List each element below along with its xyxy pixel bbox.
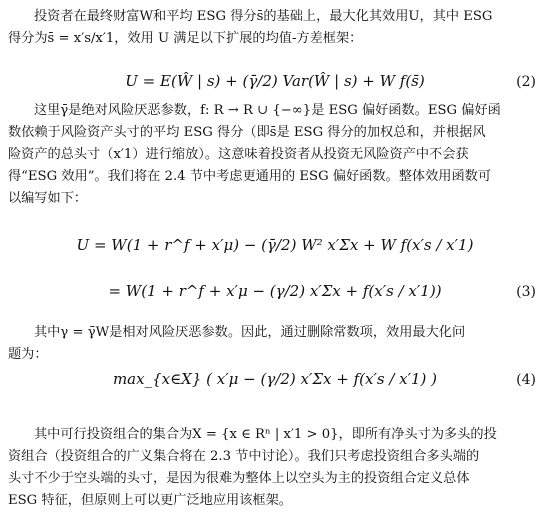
text-line: 数依赖于风险资产头寸的平均 ESG 得分（即s̄是 ESG 得分的加权总和，并根据风 [8, 125, 486, 140]
equation-4 [0, 364, 550, 394]
equation-number: (3) [516, 284, 536, 300]
equation-3b [0, 278, 550, 308]
equation-body: max_{x∈X} ( x′μ − (γ/2) x′Σx + f(x′s / x′1) ) [112, 370, 438, 388]
paragraph-4 [8, 424, 542, 512]
equation-body: U = E(Ŵ | s) + (γ̄/2) Var(Ŵ | s) + W f(s̄) [125, 72, 425, 90]
text-line: 资组合（投资组合的广义集合将在 2.3 节中讨论）。我们只考虑投资组合多头端的 [8, 449, 480, 464]
equation-body: U = W(1 + r^f + x′μ) − (γ̄/2) W² x′Σx + W f(x′s / x′1) [76, 236, 474, 254]
text-line: 题为： [8, 347, 48, 362]
text-line: 头寸不少于空头端的头寸，是因为很难为整体上以空头为主的投资组合定义总体 [8, 471, 470, 486]
text-line: 其中γ = γ̄W是相对风险厌恶参数。因此，通过删除常数项，效用最大化问 [34, 325, 466, 340]
text-line: 得“ESG 效用”。我们将在 2.4 节中考虑更通用的 ESG 偏好函数。整体效用函数可 [8, 169, 492, 184]
text-line: 得分为s̄ = x′s/x′1，效用 U 满足以下扩展的均值-方差框架： [8, 31, 363, 46]
paragraph-2 [8, 100, 542, 210]
equation-3a [0, 232, 550, 262]
text-line: 投资者在最终财富W和平均 ESG 得分s̄的基础上，最大化其效用U，其中 ESG [34, 9, 493, 24]
text-line: 其中可行投资组合的集合为X = {x ∈ Rⁿ | x′1 > 0}，即所有净头寸为多头的投 [34, 427, 497, 442]
equation-number: (4) [516, 372, 536, 388]
text-line: ESG 特征，但原则上可以更广泛地应用该框架。 [8, 493, 292, 508]
equation-2 [0, 68, 550, 98]
text-line: 这里γ̄是绝对风险厌恶参数，f: R → R ∪ {−∞}是 ESG 偏好函数。ESG 偏好函 [34, 103, 501, 118]
paragraph-3 [8, 322, 542, 366]
text-line: 险资产的总头寸（x′1）进行缩放）。这意味着投资者从投资无风险资产中不会获 [8, 147, 469, 162]
equation-number: (2) [516, 74, 536, 90]
paragraph-1 [8, 6, 542, 50]
text-line: 以编写如下： [8, 191, 88, 206]
equation-body: = W(1 + r^f + x′μ − (γ/2) x′Σx + f(x′s / x′1)) [108, 282, 442, 300]
